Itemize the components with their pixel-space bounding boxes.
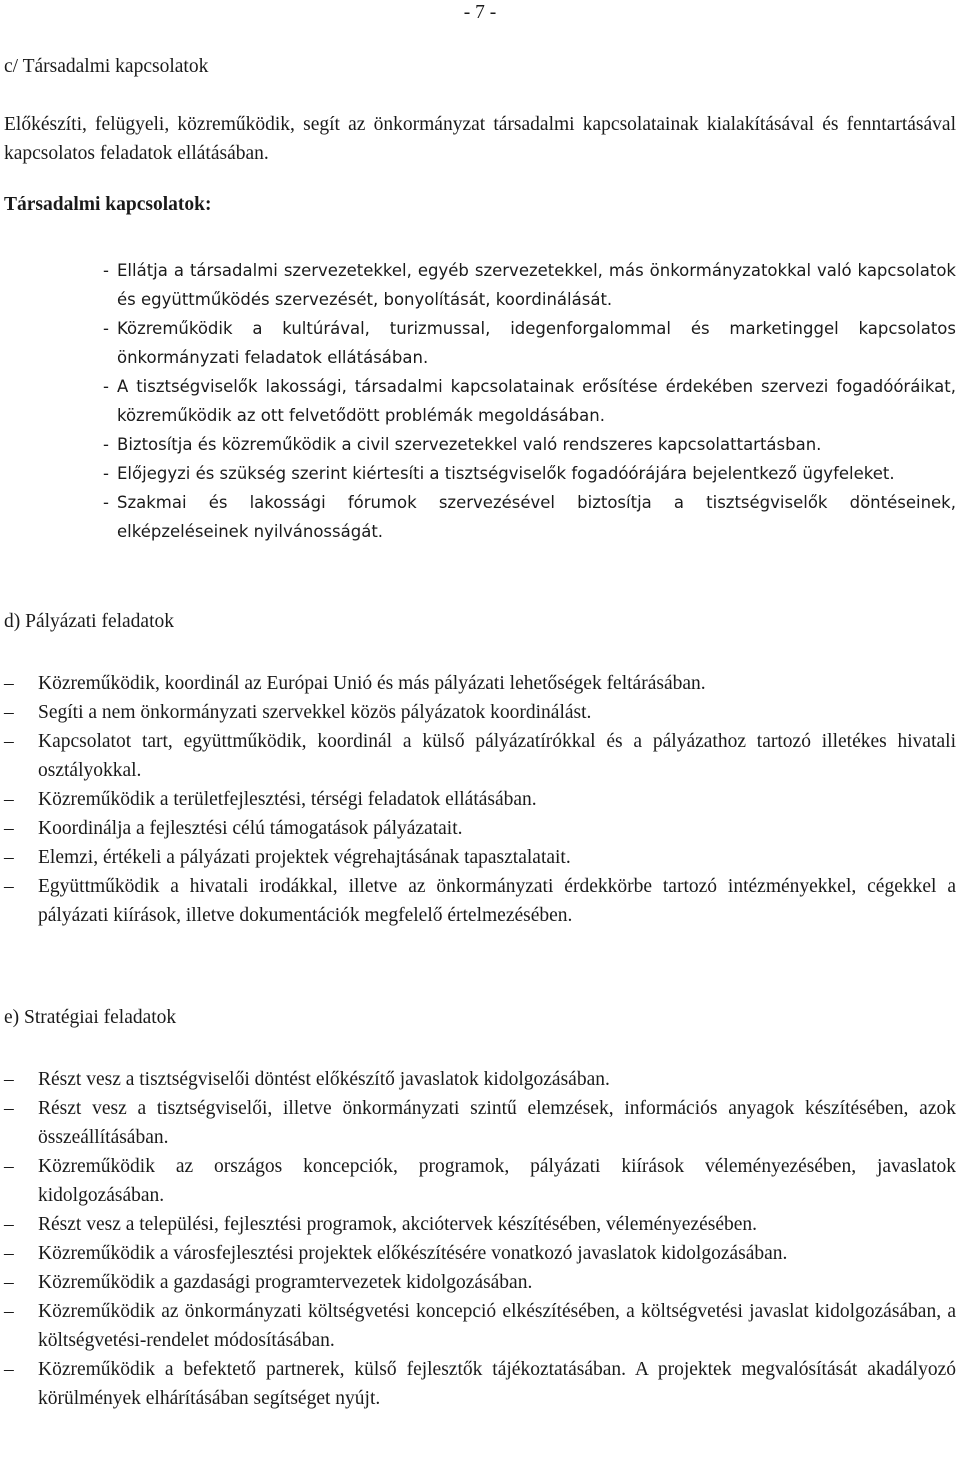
hyphen-marker: - [103,493,109,512]
hyphen-marker: - [103,261,109,280]
list-item: - Előjegyzi és szükség szerint kiértesíti a tisztségviselők fogadóórájára bejelentkező ügyfeleket. [103,459,956,488]
list-item: - Biztosítja és közreműködik a civil szervezetekkel való rendszeres kapcsolattartásban. [103,430,956,459]
hyphen-marker: - [103,435,109,454]
dash-marker: – [4,1272,14,1293]
dash-marker: – [4,847,14,868]
page-number: - 7 - [463,2,497,23]
list-item: – Részt vesz a tisztségviselői, illetve önkormányzati szintű elemzések, információs anyagok készítésében, azok összeállításában. [4,1094,956,1152]
list-item: – Elemzi, értékeli a pályázati projektek végrehajtásának tapasztalatait. [4,843,956,872]
hyphen-marker: - [103,377,109,396]
list-item: - A tisztségviselők lakossági, társadalmi kapcsolatainak erősítése érdekében szervezi fogadóóráikat, közreműködik az ott felvetődött problémák megoldásában. [103,372,956,430]
list-item: – Közreműködik a területfejlesztési, térségi feladatok ellátásában. [4,785,956,814]
section-e-heading: e) Stratégiai feladatok [4,1007,177,1028]
section-d-list [4,669,956,930]
section-c-heading: c/ Társadalmi kapcsolatok [4,56,209,77]
dash-marker: – [4,789,14,810]
hyphen-marker: - [103,319,109,338]
list-item: – Részt vesz a települési, fejlesztési programok, akciótervek készítésében, véleményezésében. [4,1210,956,1239]
section-c-list [103,256,956,546]
dash-marker: – [4,731,14,752]
list-item: – Közreműködik a gazdasági programtervezetek kidolgozásában. [4,1268,956,1297]
section-e [4,1003,956,1032]
section-c-intro-text: Előkészíti, felügyeli, közreműködik, segít az önkormányzat társadalmi kapcsolatainak kialakításával és fenntartásával kapcsolatos feladatok ellátásában. [4,114,956,164]
list-item: – Kapcsolatot tart, együttműködik, koordinál a külső pályázatírókkal és a pályázathoz tartozó illetékes hivatali osztályokkal. [4,727,956,785]
list-item: – Közreműködik, koordinál az Európai Unió és más pályázati lehetőségek feltárásában. [4,669,956,698]
list-item: – Együttműködik a hivatali irodákkal, illetve az önkormányzati érdekkörbe tartozó intézményekkel, cégekkel a pályázati kiírások, illetve dokumentációk megfelelő értelmezésében. [4,872,956,930]
list-item: – Közreműködik az országos koncepciók, programok, pályázati kiírások véleményezésében, javaslatok kidolgozásában. [4,1152,956,1210]
dash-marker: – [4,1359,14,1380]
dash-marker: – [4,1301,14,1322]
section-c [4,52,956,81]
dash-marker: – [4,702,14,723]
section-d [4,607,956,636]
list-item: - Ellátja a társadalmi szervezetekkel, egyéb szervezetekkel, más önkormányzatokkal való kapcsolatok és együttműködés szervezését, bonyolítását, koordinálását. [103,256,956,314]
list-item: - Szakmai és lakossági fórumok szervezésével biztosítja a tisztségviselők döntéseinek, elképzeléseinek nyilvánosságát. [103,488,956,546]
dash-marker: – [4,1069,14,1090]
dash-marker: – [4,1156,14,1177]
list-item: – Közreműködik a befektető partnerek, külső fejlesztők tájékoztatásában. A projektek megvalósítását akadályozó körülmények elhárításában segítséget nyújt. [4,1355,956,1413]
list-item: – Segíti a nem önkormányzati szervekkel közös pályázatok koordinálást. [4,698,956,727]
list-item: – Koordinálja a fejlesztési célú támogatások pályázatait. [4,814,956,843]
section-c-subheading-wrap [4,190,956,219]
hyphen-marker: - [103,464,109,483]
section-c-intro [4,110,956,168]
list-item: – Közreműködik a városfejlesztési projektek előkészítésére vonatkozó javaslatok kidolgozásában. [4,1239,956,1268]
section-d-heading: d) Pályázati feladatok [4,611,175,632]
dash-marker: – [4,673,14,694]
list-item: – Részt vesz a tisztségviselői döntést előkészítő javaslatok kidolgozásában. [4,1065,956,1094]
dash-marker: – [4,818,14,839]
dash-marker: – [4,1243,14,1264]
dash-marker: – [4,1214,14,1235]
dash-marker: – [4,1098,14,1119]
list-item: – Közreműködik az önkormányzati költségvetési koncepció elkészítésében, a költségvetési javaslat kidolgozásában, a költségvetési-rendelet módosításában. [4,1297,956,1355]
list-item: - Közreműködik a kultúrával, turizmussal, idegenforgalommal és marketinggel kapcsolatos önkormányzati feladatok ellátásában. [103,314,956,372]
section-e-list [4,1065,956,1413]
dash-marker: – [4,876,14,897]
section-c-subheading: Társadalmi kapcsolatok: [4,194,212,215]
